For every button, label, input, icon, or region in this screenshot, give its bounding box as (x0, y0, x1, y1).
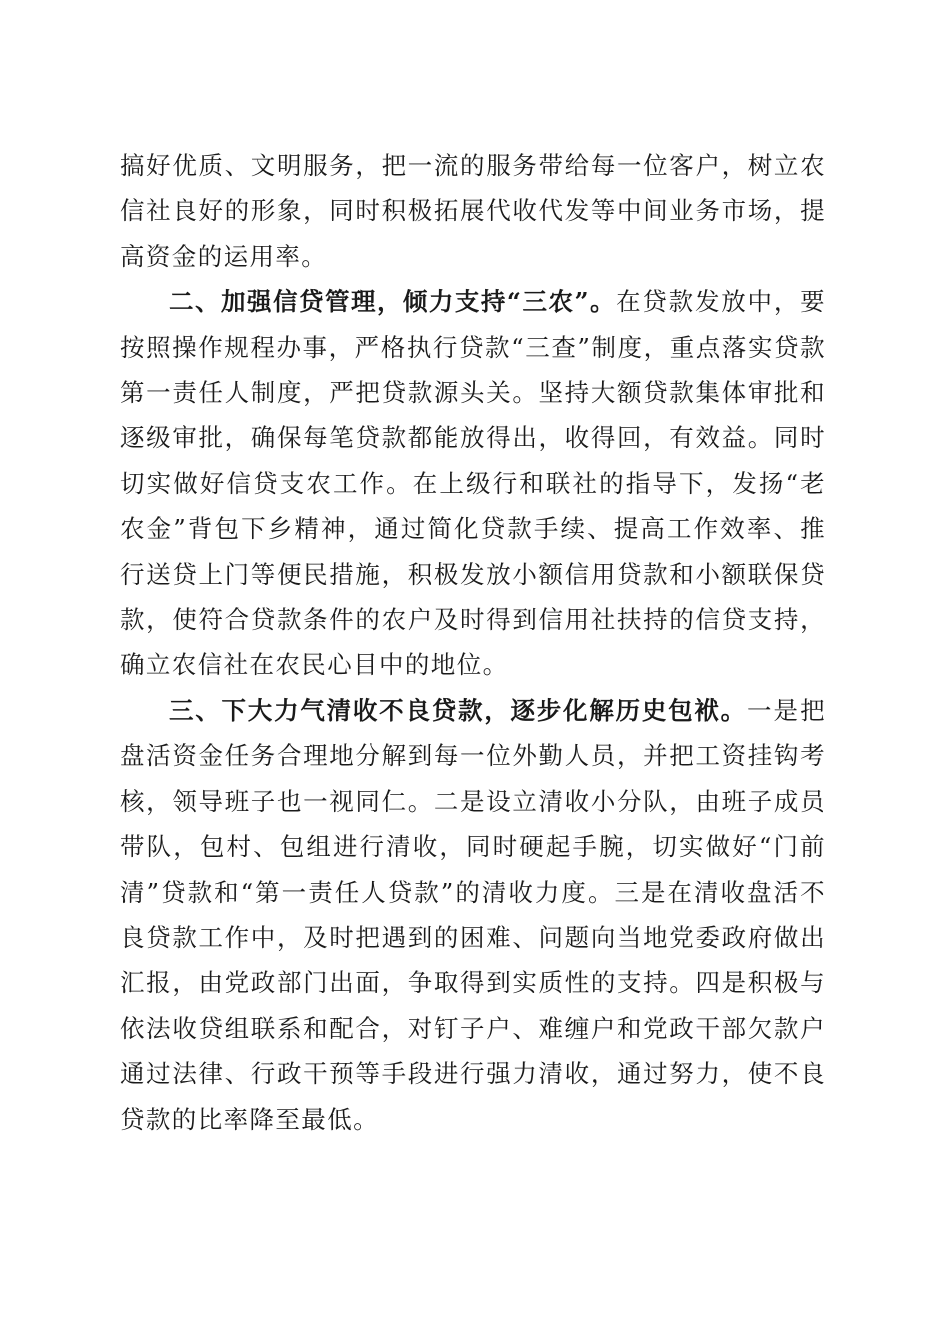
paragraph-continuation (120, 143, 826, 279)
paragraph-heading: 二、加强信贷管理，倾力支持“三农”。 (169, 287, 617, 317)
paragraph-text: 在贷款发放中，要按照操作规程办事，严格执行贷款“三查”制度，重点落实贷款第一责任人制度，严把贷款源头关。坚持大额贷款集体审批和逐级审批，确保每笔贷款都能放得出，收得回，有效益。同时切实做好信贷支农工作。在上级行和联社的指导下，发扬“老农金”背包下乡精神，通过简化贷款手续、提高工作效率、推行送贷上门等便民措施，积极发放小额信用贷款和小额联保贷款，使符合贷款条件的农户及时得到信用社扶持的信贷支持，确立农信社在农民心目中的地位。 (120, 287, 827, 680)
paragraph-text: 搞好优质、文明服务，把一流的服务带给每一位客户，树立农信社良好的形象，同时积极拓展代收代发等中间业务市场，提高资金的运用率。 (120, 151, 826, 271)
paragraph-text: 一是把盘活资金任务合理地分解到每一位外勤人员，并把工资挂钩考核，领导班子也一视同仁。二是设立清收小分队，由班子成员带队，包村、包组进行清收，同时硬起手腕，切实做好“门前清”贷款和“第一责任人贷款”的清收力度。三是在清收盘活不良贷款工作中，及时把遇到的困难、问题向当地党委政府做出汇报，由党政部门出面，争取得到实质性的支持。四是积极与依法收贷组联系和配合，对钉子户、难缠户和党政干部欠款户通过法律、行政干预等手段进行强力清收，通过努力，使不良贷款的比率降至最低。 (120, 695, 826, 1134)
paragraph-heading: 三、下大力气清收不良贷款，逐步化解历史包袱。 (169, 695, 747, 725)
document-body (120, 143, 826, 1142)
paragraph-bad-loans (120, 688, 826, 1142)
paragraph-credit-management (120, 279, 826, 688)
